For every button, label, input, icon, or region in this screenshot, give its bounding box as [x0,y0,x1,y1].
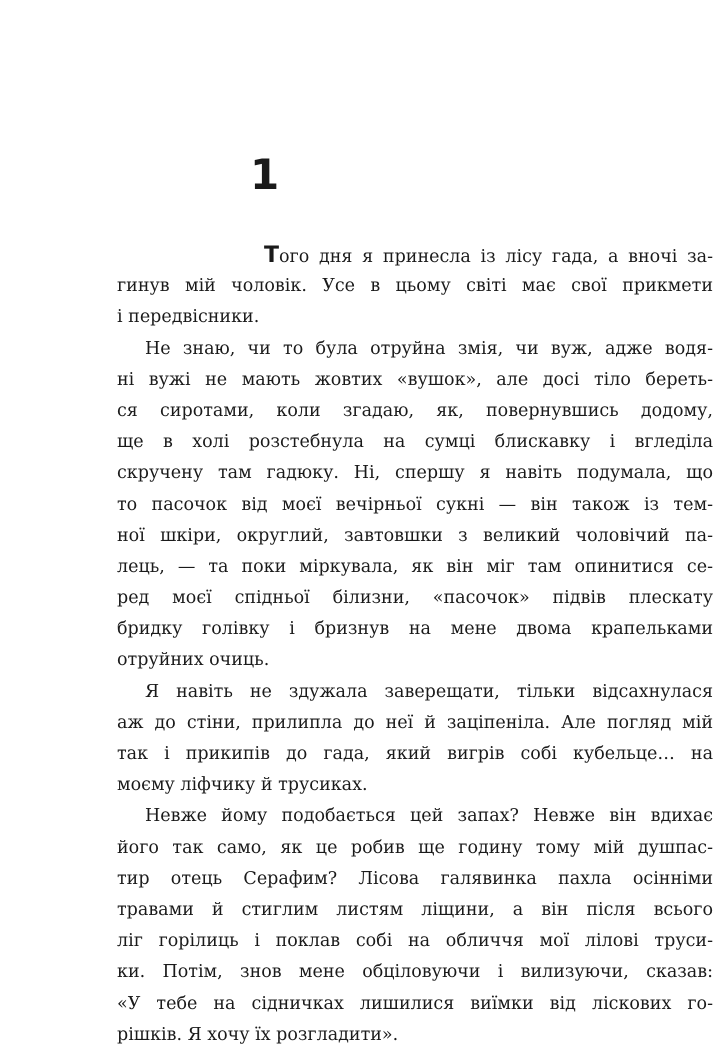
paragraph-4 [117,801,713,1051]
text-line: Не знаю, чи то була отруйна змія, чи вуж, адже водя- [145,338,713,359]
text-line: ще в холі розстебнула на сумці блискавку і вгледіла [117,432,713,453]
text-line: ся сиротами, коли згадаю, як, повернувшись додому, [117,400,713,421]
text-line: «У тебе на сідничках лишилися виїмки від ліскових го- [117,993,713,1014]
text-line: і передвісники. [117,307,260,328]
paragraph-3 [117,677,713,802]
paragraph-1 [117,240,713,334]
text-line: Я навіть не здужала заверещати, тільки відсахнулася [145,681,713,702]
text-line: лець, — та поки міркувала, як він міг там опинитися се- [117,556,713,577]
text-line: скручену там гадюку. Ні, спершу я навіть подумала, що [117,463,713,484]
text-line: ної шкіри, округлий, завтовшки з великий чоловічий па- [117,525,713,546]
text-line: його так само, як це робив ще годину тому мій душпас- [117,837,713,858]
text-line: ліг горілиць і поклав собі на обличчя мої лілові труси- [117,931,713,952]
chapter-number: 1 [250,150,280,199]
text-line: Невже йому подобається цей запах? Невже він вдихає [145,806,713,827]
text-line: то пасочок від моєї вечірньої сукні — він також із тем- [117,494,713,515]
text-line: отруйних очиць. [117,650,270,671]
drop-cap: Т [264,243,280,268]
text-line: бридку голівку і бризнув на мене двома крапельками [117,619,713,640]
chapter-body [117,240,713,1051]
text-line: тир отець Серафим? Лісова галявинка пахла осінніми [117,868,713,889]
text-line: травами й стиглим листям ліщини, а він після всього [117,899,713,920]
text-line: Того дня я принесла із лісу гада, а вночі за- [264,243,713,268]
text-line: гинув мій чоловік. Усе в цьому світі має свої прикмети [117,276,713,297]
paragraph-2 [117,334,713,677]
text-line: ки. Потім, знов мене обціловуючи і вилизуючи, сказав: [117,962,713,983]
text-line: моєму ліфчику й трусиках. [117,775,368,796]
text-line: ред моєї спідньої білизни, «пасочок» підвів плескату [117,588,713,609]
text-line: аж до стіни, прилипла до неї й заціпеніла. Але погляд мій [117,712,713,733]
text-line: рішків. Я хочу їх розгладити». [117,1024,399,1045]
text-line: так і прикипів до гада, який вигрів собі кубельце… на [117,744,713,764]
text-line: ні вужі не мають жовтих «вушок», але досі тіло береть- [117,369,713,390]
